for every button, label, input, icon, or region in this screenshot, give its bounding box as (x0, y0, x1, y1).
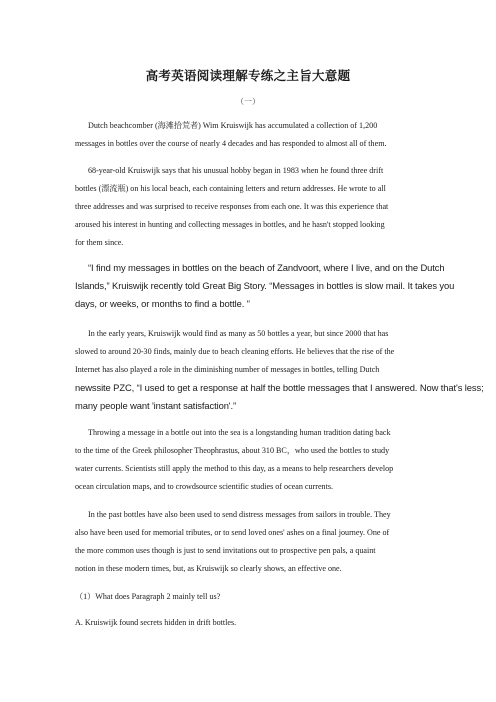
section-number: （一） (236, 97, 260, 106)
text-line: for them since. (75, 238, 124, 247)
text-line: notion in these modern times, but, as Kruiswijk so clearly shows, an effective one. (75, 564, 342, 573)
text-line: ocean circulation maps, and to crowdsource scientific studies of ocean currents. (75, 482, 334, 491)
text-line: In the early years, Kruiswijk would find as many as 50 bottles a year, but since 2000 that has (88, 329, 389, 338)
text-line: 68-year-old Kruiswijk says that his unusual hobby began in 1983 when he found three drift (88, 166, 384, 175)
text-line: newssite PZC, “I used to get a response at half the bottle messages that I answered. Now that's less; (75, 382, 484, 393)
text-line: many people want 'instant satisfaction'.” (75, 400, 237, 411)
page-title: 高考英语阅读理解专练之主旨大意题 (145, 69, 351, 83)
answer-option-a: A. Kruiswijk found secrets hidden in drift bottles. (75, 618, 237, 627)
text-line: Internet has also played a role in the diminishing number of messages in bottles, telling Dutch (75, 365, 380, 374)
text-line: messages in bottles over the course of nearly 4 decades and has responded to almost all of them. (75, 139, 387, 148)
text-line: days, or weeks, or months to find a bottle. ” (75, 298, 250, 309)
text-line: bottles (漂流瓶) on his local beach, each containing letters and return addresses. He wrote to all (75, 184, 386, 193)
text-line: the more common uses though is just to send invitations out to prospective pen pals, a quaint (75, 546, 376, 555)
text-line: Throwing a message in a bottle out into the sea is a longstanding human tradition dating back (88, 428, 391, 437)
text-line: Dutch beachcomber (海滩拾荒者) Wim Kruiswijk has accumulated a collection of 1,200 (88, 121, 378, 130)
text-line: aroused his interest in hunting and collecting messages in bottles, and he hasn't stopped looking (75, 220, 385, 229)
text-line: also have been used for memorial tributes, or to send loved ones' ashes on a final journey. One of (75, 528, 390, 537)
text-line: “I find my messages in bottles on the beach of Zandvoort, where I live, and on the Dutch (88, 262, 445, 273)
text-line: three addresses and was surprised to receive responses from each one. It was this experience that (75, 202, 389, 211)
text-line: Islands,” Kruiswijk recently told Great Big Story. “Messages in bottles is slow mail. It takes you (75, 280, 455, 291)
text-line: to the time of the Greek philosopher Theophrastus, about 310 BC，who used the bottles to study (75, 446, 390, 455)
question-text: （1）What does Paragraph 2 mainly tell us? (75, 592, 221, 601)
text-line: water currents. Scientists still apply the method to this day, as a means to help researchers develop (75, 464, 394, 473)
text-line: slowed to around 20-30 finds, mainly due to beach cleaning efforts. He believes that the rise of the (75, 347, 395, 356)
text-line: In the past bottles have also been used to send distress messages from sailors in trouble. They (88, 510, 391, 519)
